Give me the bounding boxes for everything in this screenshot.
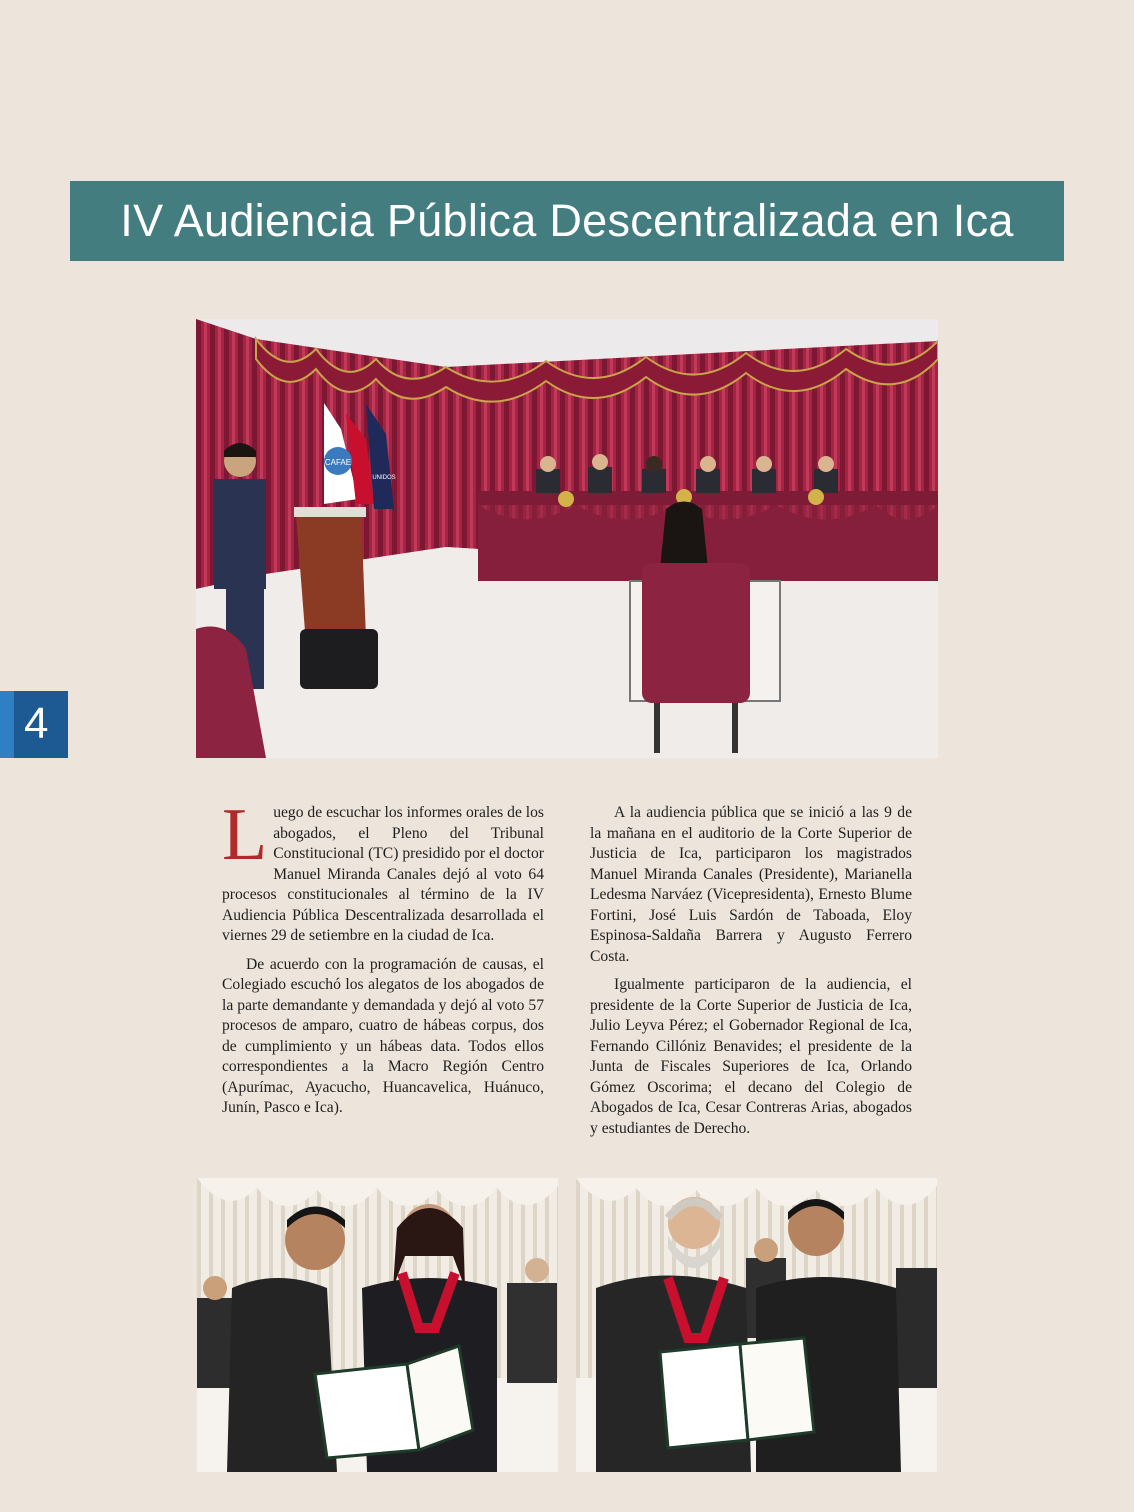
article-paragraph-1: [222, 794, 544, 947]
page-number: 4: [24, 699, 49, 748]
article-paragraph-3: A la audiencia pública que se inició a las 9 de la mañana en el auditorio de la Corte Superior de Justicia de Ica, participaron los magistrados Manuel Miranda Canales (Presidente), Marianella Ledesma Narváez (Vicepresidenta), Ernesto Blume Fortini, José Luis Sardón de Taboada, Eloy Espinosa-Saldaña Barrera y Augusto Ferrero Costa.: [590, 804, 912, 965]
article-column-right: [590, 803, 912, 1147]
page-tab-stripe: [0, 691, 14, 758]
ceremony-photo-right: [576, 1178, 937, 1472]
article-paragraph-4: Igualmente participaron de la audiencia, el presidente de la Corte Superior de Justicia de Ica, Julio Leyva Pérez; el Gobernador Regional de Ica, Fernando Cillóniz Benavides; el presidente de la Junta de Fiscales Superiores de Ica, Orlando Gómez Oscorima; el decano del Colegio de Abogados de Ica, Cesar Contreras Arias, abogados y estudiantes de Derecho.: [590, 976, 912, 1137]
ceremony-photo-left: [197, 1178, 558, 1472]
page-title: IV Audiencia Pública Descentralizada en Ica: [120, 195, 1014, 246]
title-banner: [70, 181, 1064, 261]
article-paragraph-2: De acuerdo con la programación de causas, el Colegiado escuchó los alegatos de los abogados de la parte demandante y demandada y dejó al voto 57 procesos de amparo, cuatro de hábeas corpus, dos de cumplimiento y un hábeas data. Todos ellos correspondientes a la Macro Región Centro (Apurímac, Ayacucho, Huancavelica, Huánuco, Junín, Pasco e Ica).: [222, 955, 544, 1116]
flag-text-1: CAFAE: [324, 458, 352, 467]
hearing-photo: [196, 319, 938, 758]
article-paragraph-1-text: uego de escuchar los informes orales de los abogados, el Pleno del Tribunal Constitucional (TC) presidido por el doctor Manuel Miranda Canales dejó al voto 64 procesos constitucionales al término de la IV Audiencia Pública Descentralizada desarrollada el viernes 29 de setiembre en la ciudad de Ica.: [222, 804, 544, 944]
flag-text-2: UNIDOS: [372, 475, 396, 481]
page-number-tab: [0, 691, 68, 758]
article-column-left: [222, 794, 544, 1127]
drop-cap: L: [222, 794, 268, 876]
